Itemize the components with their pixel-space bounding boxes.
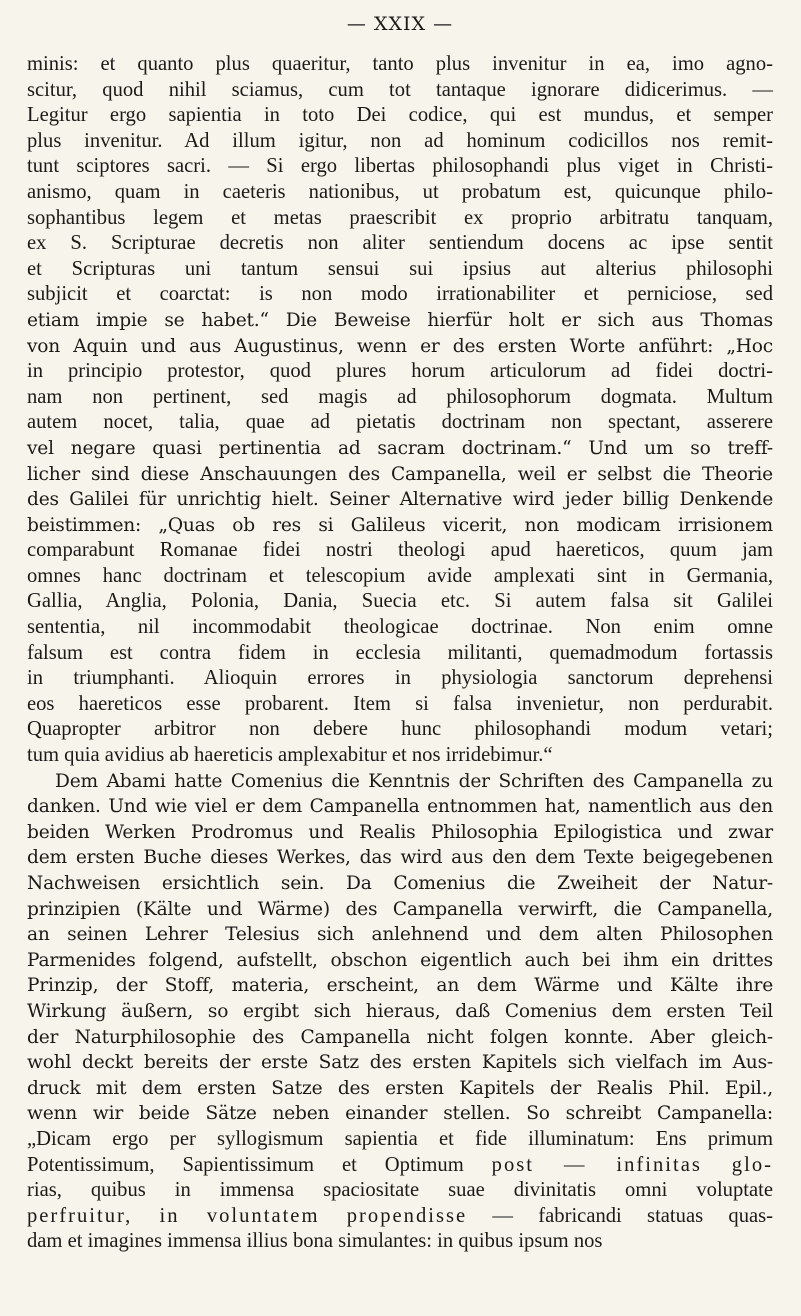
text-line: Dem Abami hatte Comenius die Kenntnis der Schriften des Campanella zu — [55, 770, 773, 792]
text-line: nam non pertinent, sed magis ad philosophorum dogmata. Multum — [27, 385, 773, 408]
text-line: minis: et quanto plus quaeritur, tanto plus invenitur in ea, imo agno- — [27, 53, 773, 75]
text-line: von Aquin und aus Augustinus, wenn er des ersten Worte anführt: „Hoc — [27, 335, 773, 357]
text-line: wenn wir beide Sätze neben einander stellen. So schreibt Campanella: — [27, 1103, 773, 1125]
text-line: plus invenitur. Ad illum igitur, non ad hominum codicillos nos remit- — [27, 129, 773, 152]
text-line: danken. Und wie viel er dem Campanella entnommen hat, namentlich aus den — [27, 796, 773, 818]
text-line: omnes hanc doctrinam et telescopium avide amplexati sint in Germania, — [27, 564, 773, 587]
german-commentary-paragraph — [27, 769, 773, 1255]
text-line: vel negare quasi pertinentia ad sacram doctrinam.“ Und um so treff- — [27, 437, 773, 459]
text-line: dem ersten Buche dieses Werkes, das wird aus den dem Texte beigegebenen — [27, 847, 773, 869]
text-line: Prinzip, der Stoff, materia, erscheint, an dem Wärme und Kälte ihre — [27, 975, 773, 997]
text-line: in triumphanti. Alioquin errores in physiologia sanctorum deprehensi — [27, 667, 773, 690]
text-line: ex S. Scripturae decretis non aliter sentiendum docens ac ipse sentit — [27, 232, 773, 255]
page-number: — XXIX — — [346, 13, 454, 35]
text-line: falsum est contra fidem in ecclesia militanti, quemadmodum fortassis — [27, 641, 773, 664]
letterspaced-emphasis: post — infinitas glo- — [491, 1153, 773, 1176]
text-line: sententia, nil incommodabit theologicae doctrinae. Non enim omne — [27, 616, 773, 639]
text-line: licher sind diese Anschauungen des Campanella, weil er selbst die Theorie — [27, 463, 773, 485]
text-line: rias, quibus in immensa spaciositate suae divinitatis omni voluptate — [27, 1179, 773, 1202]
text-line: etiam impie se habet.“ Die Beweise hierfür holt er sich aus Thomas — [27, 309, 773, 331]
text-line — [27, 1153, 773, 1179]
text-line: Parmenides folgend, aufstellt, obschon eigentlich auch bei ihm ein drittes — [27, 949, 773, 971]
text-line: druck mit dem ersten Satze des ersten Kapitels der Realis Phil. Epil., — [27, 1077, 773, 1099]
text-line: Gallia, Anglia, Polonia, Dania, Suecia etc. Si autem falsa sit Galilei — [27, 590, 773, 613]
text-line: anismo, quam in caeteris nationibus, ut probatum est, quicunque philo- — [27, 180, 773, 203]
latin-quotation-paragraph — [27, 52, 773, 769]
text-line — [27, 1204, 773, 1230]
text-line: sophantibus legem et metas praescribit ex proprio arbitratu tanquam, — [27, 206, 773, 229]
text-line: et Scripturas uni tantum sensui sui ipsius aut alterius philosophi — [27, 257, 773, 280]
text-line: beistimmen: „Quas ob res si Galileus vicerit, non modicam irrisionem — [27, 514, 773, 536]
text-line: „Dicam ergo per syllogismum sapientia et fide illuminatum: Ens primum — [27, 1127, 773, 1150]
text-line: tunt sciptores sacri. — Si ergo libertas philosophandi plus viget in Christi- — [27, 155, 773, 178]
letterspaced-emphasis: perfruitur, in voluntatem propendisse — [27, 1204, 468, 1227]
text-line: scitur, quod nihil sciamus, cum tot tantaque ignorare didicerimus. — — [27, 78, 773, 101]
text-line: Nachweisen ersichtlich sein. Da Comenius die Zweiheit der Natur- — [27, 873, 773, 894]
text-line: Wirkung äußern, so ergibt sich hieraus, daß Comenius dem ersten Teil — [27, 1000, 773, 1022]
text-fragment: — fabricandi statuas quas- — [467, 1204, 773, 1227]
text-line: wohl deckt bereits der erste Satz des ersten Kapitels sich vielfach im Aus- — [27, 1052, 773, 1074]
text-line: beiden Werken Prodromus und Realis Philosophia Epilogistica und zwar — [27, 821, 773, 843]
text-line: an seinen Lehrer Telesius sich anlehnend und dem alten Philosophen — [27, 924, 773, 946]
text-line: subjicit et coarctat: is non modo irrationabiliter et perniciose, sed — [27, 283, 773, 306]
text-line: autem nocet, talia, quae ad pietatis doctrinam non spectant, asserere — [27, 411, 773, 434]
text-line: prinzipien (Kälte und Wärme) des Campanella verwirft, die Campanella, — [27, 898, 773, 920]
text-line: eos haereticos esse probarent. Item si falsa invenietur, non perdurabit. — [27, 692, 773, 715]
text-line: tum quia avidius ab haereticis amplexabitur et nos irridebimur.“ — [27, 744, 553, 767]
text-line: Legitur ergo sapientia in toto Dei codice, qui est mundus, et semper — [27, 104, 773, 127]
text-line: dam et imagines immensa illius bona simulantes: in quibus ipsum nos — [27, 1230, 603, 1253]
text-line: Quapropter arbitror non debere hunc philosophandi modum vetari; — [27, 718, 773, 741]
text-line: in principio protestor, quod plures horum articulorum ad fidei doctri- — [27, 360, 773, 383]
text-fragment: Potentissimum, Sapientissimum et Optimum — [27, 1153, 464, 1176]
text-line: der Naturphilosophie des Campanella nicht folgen konnte. Aber gleich- — [27, 1026, 773, 1048]
page-number-header — [27, 12, 773, 52]
text-line: des Galilei für unrichtig hielt. Seiner Alternative wird jeder billig Denkende — [27, 489, 773, 511]
text-line: comparabunt Romanae fidei nostri theologi apud haereticos, quum jam — [27, 539, 773, 562]
